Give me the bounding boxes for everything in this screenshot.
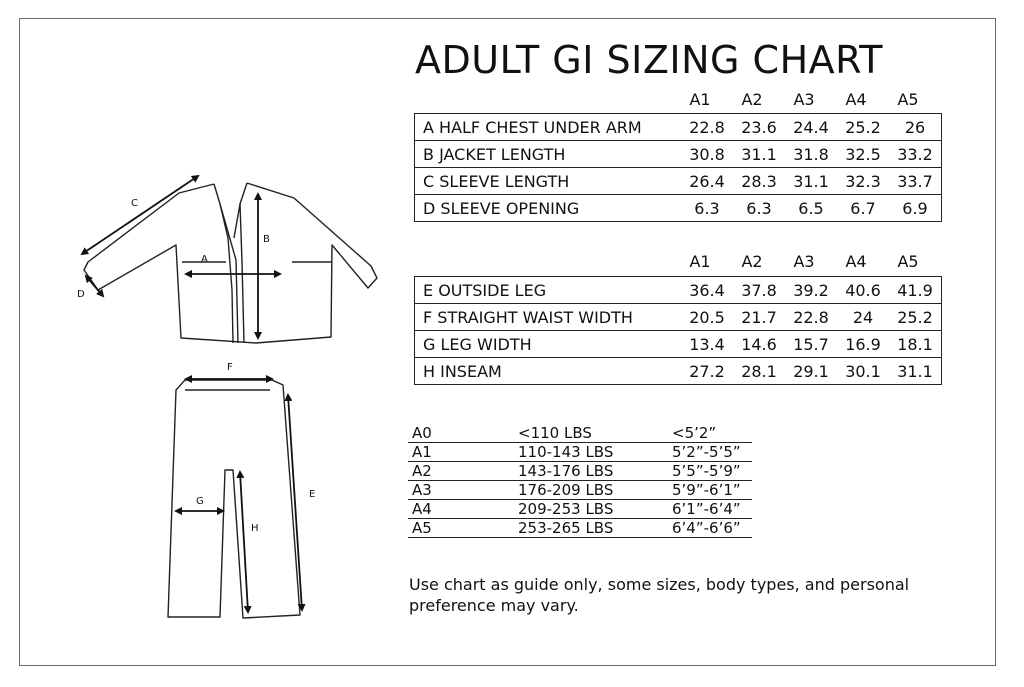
size-cell: A1 — [412, 443, 432, 461]
height-cell: 5’2”-5’5” — [672, 443, 741, 461]
size-header: A5 — [897, 90, 919, 109]
row-label: G LEG WIDTH — [415, 331, 682, 358]
cell-value: 32.5 — [845, 144, 881, 164]
label-d: D — [77, 289, 85, 300]
cell-value: 40.6 — [845, 280, 881, 300]
arrow-c — [82, 176, 198, 254]
row-label: D SLEEVE OPENING — [415, 195, 682, 222]
label-c: C — [131, 198, 138, 209]
row-label: F STRAIGHT WAIST WIDTH — [415, 304, 682, 331]
table-row — [415, 277, 942, 304]
label-f: F — [227, 362, 233, 373]
cell-value: 26.4 — [689, 171, 725, 191]
jacket-measurement-table — [414, 113, 942, 222]
cell-value: 18.1 — [897, 334, 933, 354]
cell-value: 16.9 — [845, 334, 881, 354]
cell-value: 31.1 — [793, 171, 829, 191]
row-values — [681, 304, 942, 331]
table-row — [408, 424, 752, 443]
size-header: A2 — [741, 90, 763, 109]
size-header: A3 — [793, 90, 815, 109]
row-values — [681, 168, 942, 195]
size-header: A1 — [689, 90, 711, 109]
cell-value: 36.4 — [689, 280, 725, 300]
size-header: A5 — [897, 252, 919, 271]
row-label: E OUTSIDE LEG — [415, 277, 682, 304]
size-header: A2 — [741, 252, 763, 271]
cell-value: 6.3 — [746, 198, 772, 218]
cell-value: 23.6 — [741, 117, 777, 137]
row-values — [681, 141, 942, 168]
row-label: H INSEAM — [415, 358, 682, 385]
row-label: C SLEEVE LENGTH — [415, 168, 682, 195]
weight-cell: 209-253 LBS — [518, 500, 614, 518]
arrow-e — [288, 395, 302, 610]
cell-value: 6.3 — [694, 198, 720, 218]
arrow-d — [86, 276, 103, 296]
table-row — [415, 195, 942, 222]
label-g: G — [196, 496, 204, 507]
cell-value: 28.1 — [741, 361, 777, 381]
table-row — [415, 114, 942, 141]
pants-measurement-table — [414, 276, 942, 385]
table-row — [415, 168, 942, 195]
cell-value: 22.8 — [793, 307, 829, 327]
cell-value: 30.1 — [845, 361, 881, 381]
cell-value: 15.7 — [793, 334, 829, 354]
cell-value: 33.7 — [897, 171, 933, 191]
table-row — [415, 358, 942, 385]
weight-cell: 110-143 LBS — [518, 443, 614, 461]
table-row — [408, 500, 752, 519]
height-cell: 5’9”-6’1” — [672, 481, 741, 499]
disclaimer-note: Use chart as guide only, some sizes, body types, and personal preference may vary. — [409, 575, 910, 615]
cell-value: 26 — [904, 117, 926, 137]
cell-value: 24.4 — [793, 117, 829, 137]
cell-value: 6.7 — [850, 198, 876, 218]
row-values — [681, 277, 942, 304]
jacket-drawing — [84, 183, 377, 343]
size-header: A4 — [845, 90, 867, 109]
size-cell: A4 — [412, 500, 432, 518]
table-row — [415, 331, 942, 358]
cell-value: 30.8 — [689, 144, 725, 164]
cell-value: 25.2 — [845, 117, 881, 137]
jacket-size-header — [674, 90, 934, 110]
cell-value: 21.7 — [741, 307, 777, 327]
cell-value: 14.6 — [741, 334, 777, 354]
cell-value: 32.3 — [845, 171, 881, 191]
height-cell: <5’2” — [672, 424, 717, 442]
pants-drawing — [168, 380, 300, 618]
cell-value: 28.3 — [741, 171, 777, 191]
cell-value: 6.9 — [902, 198, 928, 218]
pants-size-header — [674, 252, 934, 272]
row-label: B JACKET LENGTH — [415, 141, 682, 168]
weight-height-table — [408, 424, 752, 538]
cell-value: 13.4 — [689, 334, 725, 354]
weight-cell: 143-176 LBS — [518, 462, 614, 480]
table-row — [408, 443, 752, 462]
row-label: A HALF CHEST UNDER ARM — [415, 114, 682, 141]
cell-value: 6.5 — [798, 198, 824, 218]
cell-value: 31.1 — [897, 361, 933, 381]
cell-value: 27.2 — [689, 361, 725, 381]
row-values — [681, 331, 942, 358]
cell-value: 37.8 — [741, 280, 777, 300]
table-row — [408, 519, 752, 538]
label-h: H — [251, 523, 259, 534]
weight-cell: 176-209 LBS — [518, 481, 614, 499]
table-row — [415, 141, 942, 168]
weight-cell: <110 LBS — [518, 424, 592, 442]
label-e: E — [309, 489, 316, 500]
height-cell: 5’5”-5’9” — [672, 462, 741, 480]
cell-value: 31.8 — [793, 144, 829, 164]
height-cell: 6’1”-6’4” — [672, 500, 741, 518]
cell-value: 31.1 — [741, 144, 777, 164]
cell-value: 29.1 — [793, 361, 829, 381]
size-header: A4 — [845, 252, 867, 271]
table-row — [408, 462, 752, 481]
table-row — [408, 481, 752, 500]
cell-value: 24 — [852, 307, 874, 327]
cell-value: 20.5 — [689, 307, 725, 327]
label-a: A — [201, 254, 208, 265]
size-header: A1 — [689, 252, 711, 271]
page-title: ADULT GI SIZING CHART — [415, 38, 884, 82]
cell-value: 22.8 — [689, 117, 725, 137]
row-values — [681, 358, 942, 385]
row-values — [681, 195, 942, 222]
size-cell: A2 — [412, 462, 432, 480]
label-b: B — [263, 234, 270, 245]
cell-value: 39.2 — [793, 280, 829, 300]
cell-value: 33.2 — [897, 144, 933, 164]
size-cell: A5 — [412, 519, 432, 537]
cell-value: 41.9 — [897, 280, 933, 300]
row-values — [681, 114, 942, 141]
size-cell: A0 — [412, 424, 432, 442]
table-row — [415, 304, 942, 331]
size-header: A3 — [793, 252, 815, 271]
height-cell: 6’4”-6’6” — [672, 519, 741, 537]
size-cell: A3 — [412, 481, 432, 499]
cell-value: 25.2 — [897, 307, 933, 327]
weight-cell: 253-265 LBS — [518, 519, 614, 537]
